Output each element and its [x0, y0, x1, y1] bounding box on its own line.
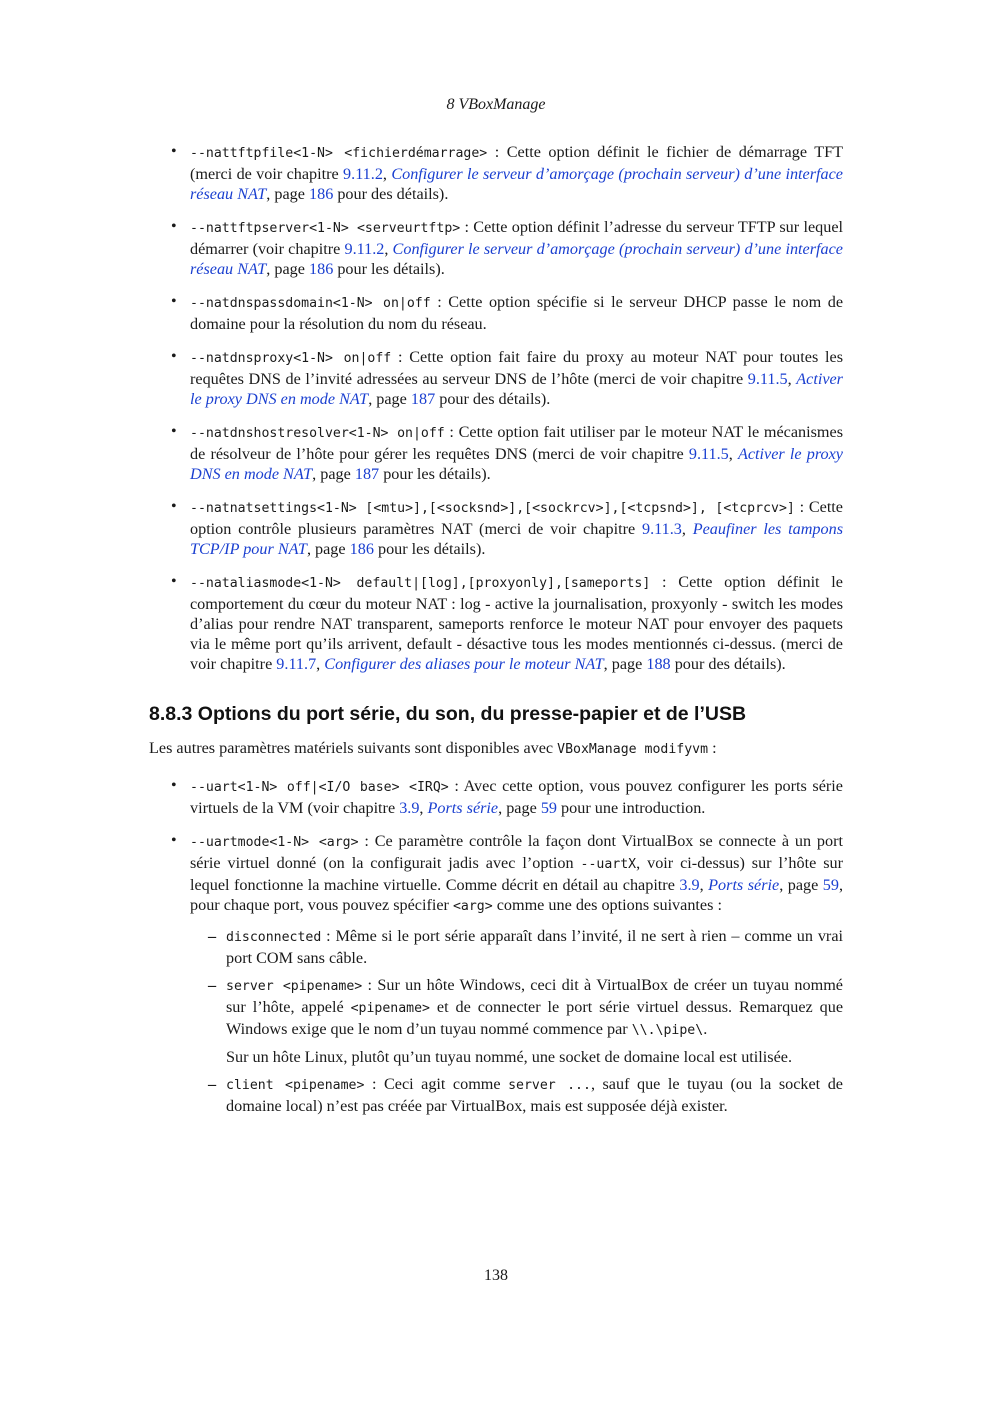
serial-options-list [149, 776, 843, 1116]
section-title-link[interactable]: Configurer le serveur d’amorçage (prochain serveur) d’une interface réseau NAT [190, 240, 843, 278]
page-link[interactable]: 59 [540, 799, 557, 817]
section-title-link[interactable]: Ports série [708, 876, 780, 894]
page-link[interactable]: 186 [309, 185, 334, 203]
page-body [149, 142, 843, 1129]
section-title-link[interactable]: Activer le proxy DNS en mode NAT [190, 370, 843, 408]
command-code: VBoxManage modifyvm [557, 742, 709, 757]
sublist-item-disconnected: – disconnected : Même si le port série apparaît dans l’invité, il ne sert à rien – comme un vrai port COM sans câble. [190, 926, 843, 968]
option-code: --natdnsproxy<1-N> on|off [190, 351, 392, 366]
page-link[interactable]: 188 [646, 655, 671, 673]
chapter-link[interactable]: 9.11.7 [276, 655, 317, 673]
option-code: \\.\pipe\ [631, 1023, 704, 1038]
list-item-natnatsettings: • --natnatsettings<1-N> [<mtu>],[<socksnd>],[<sockrcv>],[<tcpsnd>], [<tcprcv>] : Cette option contrôle plusieurs paramètres NAT (merci de voir chapitre 9.11.3, Peaufiner les tampons TCP/IP pour NAT, page 186 pour les détails). [149, 497, 843, 559]
section-heading: 8.8.3 Options du port série, du son, du presse-papier et de l’USB [149, 703, 747, 725]
option-code: --natnatsettings<1-N> [<mtu>],[<socksnd>],[<sockrcv>],[<tcpsnd>], [<tcprcv>] [190, 501, 795, 516]
sublist-item-server: – server <pipename> : Sur un hôte Windows, ceci dit à VirtualBox de créer un tuyau nommé sur l’hôte, appelé <pipename> et de connecter le port série virtuel dessus. Remarquez que Windows exige que le nom d’un tuyau nommé commence par \\.\pipe\. Sur un hôte Linux, plutôt qu’un tuyau nommé, une socket de domaine local est utilisée. [190, 975, 843, 1067]
section-title-link[interactable]: Ports série [427, 799, 499, 817]
list-item-natdnspassdomain: • --natdnspassdomain<1-N> on|off : Cette option spécifie si le serveur DHCP passe le nom de domaine pour la résolution du nom du réseau. [149, 292, 843, 334]
option-code: --uartX [580, 857, 637, 872]
option-code: <arg> [452, 899, 493, 914]
server-linux-note: Sur un hôte Linux, plutôt qu’un tuyau nommé, une socket de domaine local est utilisée. [226, 1048, 793, 1066]
option-code: <pipename> [350, 1001, 430, 1016]
page-link[interactable]: 187 [354, 465, 380, 483]
option-code: --nataliasmode<1-N> default|[log],[proxyonly],[sameports] [190, 576, 651, 591]
option-code: --natdnspassdomain<1-N> on|off [190, 296, 431, 311]
list-item-nattftpfile: • --nattftpfile<1-N> <fichierdémarrage> : Cette option définit le fichier de démarrage TFT (merci de voir chapitre 9.11.2, Configurer le serveur d’amorçage (prochain serveur) d’une interface réseau NAT, page 186 pour des détails). [149, 142, 843, 204]
running-header: 8 VBoxManage [446, 96, 546, 113]
page-link[interactable]: 59 [822, 876, 839, 894]
list-item-nataliasmode: • --nataliasmode<1-N> default|[log],[proxyonly],[sameports] : Cette option définit le comportement du cœur du moteur NAT : log - active la journalisation, proxyonly - switch les modes d’alias pour rendre NAT transparent, sameports renforce le moteur NAT pour envoyer des paquets via le même port qu’ils arrivent, default - désactive tous les modes mentionnés ci-dessus. (merci de voir chapitre 9.11.7, Configurer des aliases pour le moteur NAT, page 188 pour des détails). [149, 572, 843, 674]
section-intro: Les autres paramètres matériels suivants sont disponibles avec VBoxManage modifyvm : [149, 739, 717, 757]
uartmode-sublist [190, 926, 843, 1116]
option-code: --nattftpfile<1-N> <fichierdémarrage> [190, 146, 488, 161]
list-item-uart: • --uart<1-N> off|<I/O base> <IRQ> : Avec cette option, vous pouvez configurer les ports série virtuels de la VM (voir chapitre 3.9, Ports série, page 59 pour une introduction. [149, 776, 843, 818]
chapter-link[interactable]: 3.9 [679, 876, 700, 894]
option-code: server ... [508, 1078, 591, 1093]
option-code: --uartmode<1-N> <arg> [190, 835, 359, 850]
page-link[interactable]: 187 [410, 390, 436, 408]
chapter-link[interactable]: 9.11.5 [747, 370, 788, 388]
option-code: --nattftpserver<1-N> <serveurtftp> [190, 221, 461, 236]
section-title-link[interactable]: Activer le proxy DNS en mode NAT [190, 445, 843, 483]
option-code: --uart<1-N> off|<I/O base> <IRQ> [190, 780, 449, 795]
chapter-link[interactable]: 9.11.5 [688, 445, 729, 463]
option-code: client <pipename> [226, 1078, 365, 1093]
option-code: --natdnshostresolver<1-N> on|off [190, 426, 445, 441]
list-item-natdnsproxy: • --natdnsproxy<1-N> on|off : Cette option fait faire du proxy au moteur NAT pour toutes les requêtes DNS de l’invité adressées au serveur DNS de l’hôte (merci de voir chapitre 9.11.5, Activer le proxy DNS en mode NAT, page 187 pour des détails). [149, 347, 843, 409]
section-title-link[interactable]: Configurer des aliases pour le moteur NAT [324, 655, 604, 673]
section-title-link[interactable]: Configurer le serveur d’amorçage (prochain serveur) d’une interface réseau NAT [190, 165, 843, 203]
section-title-link[interactable]: Peaufiner les tampons TCP/IP pour NAT [190, 520, 843, 558]
page-link[interactable]: 186 [349, 540, 374, 558]
sublist-item-client: – client <pipename> : Ceci agit comme server ..., sauf que le tuyau (ou la socket de domaine local) n’est pas créée par VirtualBox, mais est supposée déjà exister. [190, 1074, 843, 1116]
option-code: server <pipename> [226, 979, 363, 994]
page-number: 138 [484, 1267, 508, 1284]
list-item-natdnshostresolver: • --natdnshostresolver<1-N> on|off : Cette option fait utiliser par le moteur NAT le mécanismes de résolveur de l’hôte pour gérer les requêtes DNS (merci de voir chapitre 9.11.5, Activer le proxy DNS en mode NAT, page 187 pour les détails). [149, 422, 843, 484]
chapter-link[interactable]: 3.9 [399, 799, 420, 817]
nat-options-list [149, 142, 843, 674]
option-code: disconnected [226, 930, 322, 945]
list-item-uartmode: • --uartmode<1-N> <arg> : Ce paramètre contrôle la façon dont VirtualBox se connecte à un port série virtuel donné (on la configurait jadis avec l’option --uartX, voir ci-dessus) sur l’hôte sur lequel fonctionne la machine virtuelle. Comme décrit en détail au chapitre 3.9, Ports série, page 59, pour chaque port, vous pouvez spécifier <arg> comme une des options suivantes : – disconnected : Même si le port série apparaît dans l’invité, il ne sert à rien – comme un vrai port COM sans câble. – server <pipename> : Sur un hôte Windows, ceci dit à VirtualBox de créer un tuyau nommé sur l’hôte, appelé <pipename> et de connecter le port série virtuel dessus. Remarquez que Windows exige que le nom d’un tuyau nommé commence par \\.\pipe\. Sur un hôte Linux, plutôt qu’un tuyau nommé, une socket de domaine local est utilisée. – client <pipename> : Ceci agit comme server ..., sauf que le tuyau (ou la socket de domaine local) n’est pas créée par VirtualBox, mais est supposée déjà exister. [149, 831, 843, 1116]
chapter-link[interactable]: 9.11.2 [344, 240, 385, 258]
chapter-link[interactable]: 9.11.3 [641, 520, 682, 538]
chapter-link[interactable]: 9.11.2 [343, 165, 383, 183]
list-item-nattftpserver: • --nattftpserver<1-N> <serveurtftp> : Cette option définit l’adresse du serveur TFTP sur lequel démarrer (voir chapitre 9.11.2, Configurer le serveur d’amorçage (prochain serveur) d’une interface réseau NAT, page 186 pour les détails). [149, 217, 843, 279]
page-link[interactable]: 186 [309, 260, 334, 278]
